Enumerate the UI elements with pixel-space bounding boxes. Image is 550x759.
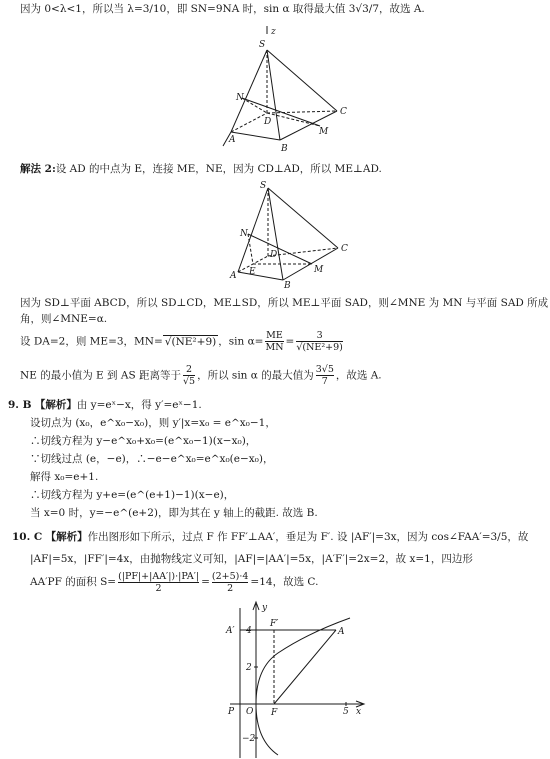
pyramid-figure-2 xyxy=(228,180,358,290)
parabola-graph xyxy=(218,598,368,758)
p3-fraction-2: $\frac{3}{\text{√(NE²+9)}}$ xyxy=(296,330,343,353)
graph-tick-5: 5 xyxy=(343,707,349,717)
graph-label-a: A xyxy=(338,627,345,637)
method2-line xyxy=(20,162,542,176)
fig1-label-a: A xyxy=(229,135,236,145)
q10-fraction-2: $\frac{(2+5)\cdot 4}{2}$ xyxy=(211,570,249,594)
q10-text-3a: AA′PF 的面积 S= xyxy=(30,576,117,588)
p3-text-c: ，sin α= xyxy=(218,335,264,348)
graph-tick-4: 4 xyxy=(246,626,252,636)
q9-text-1: 由 y=eˣ−x，得 y′=eˣ−1. xyxy=(76,399,202,411)
p4-text-c: ，故选 A. xyxy=(335,369,382,382)
fig1-label-s: S xyxy=(259,40,266,50)
q9-line-3: ∴切线方程为 y−e^x₀+x₀=(e^x₀−1)(x−x₀)， xyxy=(30,435,257,447)
fig2-label-b: B xyxy=(284,281,291,291)
p3-fraction-1: $\frac{ME}{MN}$ xyxy=(265,330,284,353)
q9-line-1 xyxy=(8,398,542,412)
fig2-label-d: D xyxy=(270,250,278,260)
p3-sqrt: √(NE²+9) xyxy=(164,335,217,348)
q10-text-3b: =14，故选 C. xyxy=(250,576,319,588)
q9-line-5: 解得 x₀=e+1. xyxy=(30,471,99,483)
graph-label-p: P xyxy=(228,707,235,717)
q9-line-4: ∵切线过点 (e，−e)，∴−e−e^x₀=e^x₀(e−x₀)， xyxy=(30,453,274,465)
p3-equals: = xyxy=(285,335,295,348)
graph-label-f: F xyxy=(271,708,278,718)
q9-line-6: ∴切线方程为 y+e=(e^(e+1)−1)(x−e)， xyxy=(30,489,235,501)
fig2-label-c: C xyxy=(341,244,348,254)
p4-text-b: ，所以 sin α 的最大值为 xyxy=(197,369,314,382)
q10-tag: 【解析】 xyxy=(45,531,88,543)
method2-text: 设 AD 的中点为 E，连接 ME，NE，因为 CD⊥AD，所以 ME⊥AD. xyxy=(55,163,382,175)
para-line-4 xyxy=(20,364,542,387)
para-line-3 xyxy=(20,330,542,353)
fig1-label-d: D xyxy=(264,117,272,127)
graph-tick-neg2: −2 xyxy=(242,734,256,744)
graph-tick-2: 2 xyxy=(246,663,252,673)
pyramid-figure-1 xyxy=(215,28,365,156)
fig1-label-n: N xyxy=(236,93,244,103)
fig1-label-z: z xyxy=(271,27,276,37)
fig2-label-n: N xyxy=(240,229,248,239)
fig1-label-m: M xyxy=(319,127,329,137)
graph-label-a-prime: A′ xyxy=(226,626,235,636)
fig2-label-s: S xyxy=(260,181,267,191)
p3-text-a: 设 DA=2，则 ME=3，MN= xyxy=(20,335,163,348)
graph-label-x: x xyxy=(356,707,362,717)
q10-text-1: 作出图形如下所示，过点 F 作 FF′⊥AA′，垂足为 F′. 设 |AF′|=3x，因为 cos∠FAA′=3/5，故 xyxy=(87,531,529,543)
graph-label-f-prime: F′ xyxy=(270,619,279,629)
q10-line-3 xyxy=(30,570,542,594)
p4-fraction-2: $\frac{3√5}{7}$ xyxy=(315,364,334,387)
fig2-label-e: E xyxy=(249,267,256,277)
q9-line-7: 当 x=0 时，y=−e^(e+2)，即为其在 y 轴上的截距. 故选 B. xyxy=(30,507,318,519)
p4-fraction-1: $\frac{2}{√5}$ xyxy=(182,364,196,387)
q9-tag: 【解析】 xyxy=(34,399,77,411)
fig2-label-a: A xyxy=(230,271,237,281)
method2-tag: 解法 2: xyxy=(20,163,56,175)
para-line-1: 因为 SD⊥平面 ABCD，所以 SD⊥CD，ME⊥SD，所以 ME⊥平面 SAD，则∠MNE 为 MN 与平面 SAD 所成 xyxy=(20,297,549,309)
graph-label-o: O xyxy=(246,707,254,717)
p4-text-a: NE 的最小值为 E 到 AS 距离等于 xyxy=(20,369,181,382)
q9-line-2: 设切点为 (x₀，e^x₀−x₀)，则 y′|x=x₀ = e^x₀−1， xyxy=(30,417,276,429)
fig2-label-m: M xyxy=(314,265,324,275)
q10-fraction-1: $\frac{(|PF|+|AA'|)\cdot|PA'|}{2}$ xyxy=(118,570,200,594)
text-line-top: 因为 0<λ<1，所以当 λ=3/10，即 SN=9NA 时，sin α 取得最大值 3√3/7，故选 A. xyxy=(20,3,425,15)
graph-label-y: y xyxy=(262,603,268,613)
fig1-label-b: B xyxy=(281,144,288,154)
q10-number: 10. C xyxy=(12,531,43,543)
q10-equals: = xyxy=(201,576,210,588)
para-line-2: 角，则∠MNE=α. xyxy=(20,313,108,325)
q10-line-1 xyxy=(12,530,542,544)
fig1-label-c: C xyxy=(340,107,347,117)
q9-number: 9. B xyxy=(8,399,32,411)
q10-line-2: |AF|=5x，|FF′|=4x，由抛物线定义可知，|AF|=|AA′|=5x，|A′F′|=2x=2，故 x=1，四边形 xyxy=(30,553,473,565)
